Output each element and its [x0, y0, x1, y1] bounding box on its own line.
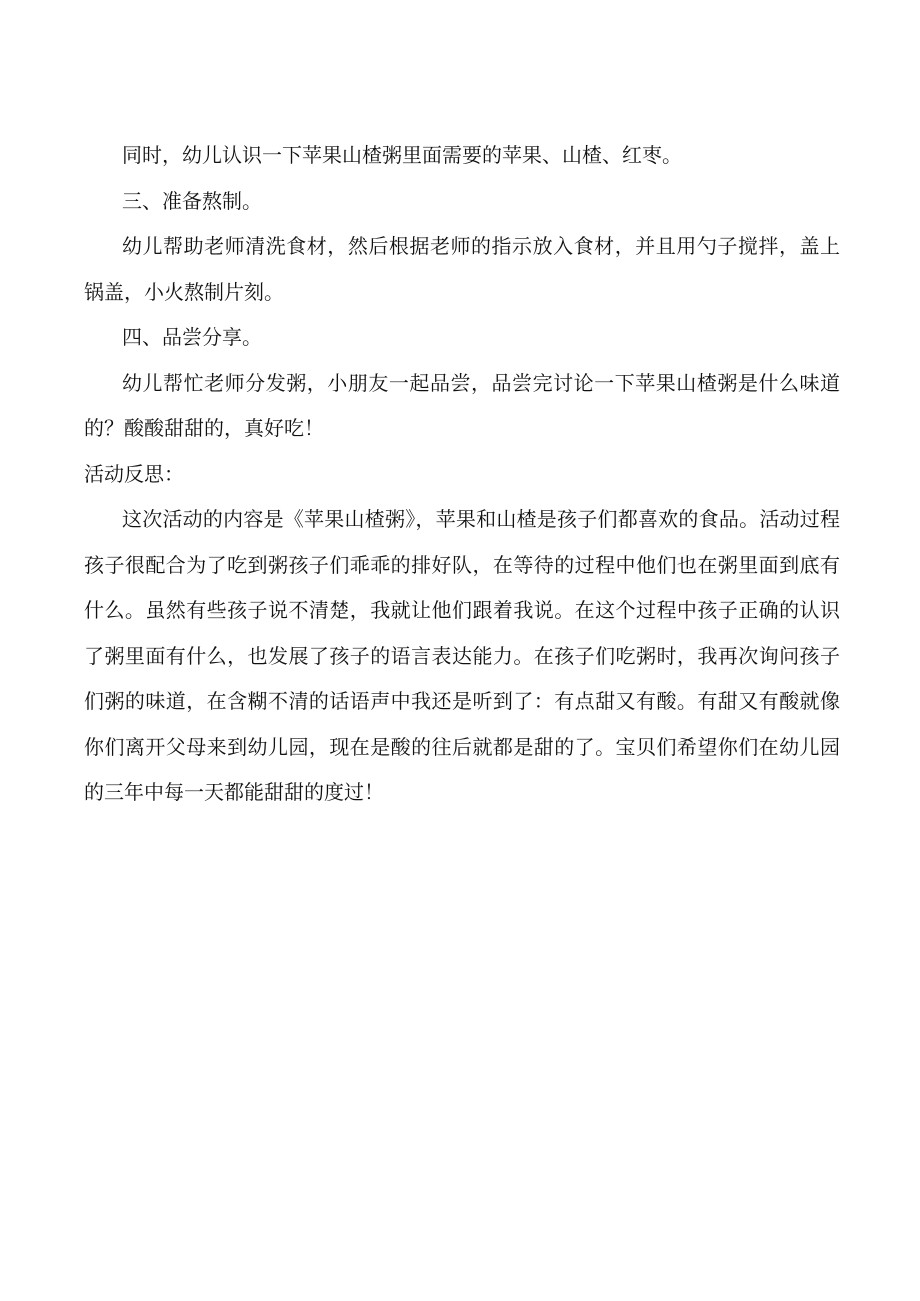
paragraph-reflection: 这次活动的内容是《苹果山楂粥》，苹果和山楂是孩子们都喜欢的食品。活动过程孩子很配合为了吃到粥孩子们乖乖的排好队，在等待的过程中他们也在粥里面到底有什么。虽然有些孩子说不清楚，我就让他们跟着我说。在这个过程中孩子正确的认识了粥里面有什么，也发展了孩子的语言表达能力。在孩子们吃粥时，我再次询问孩子们粥的味道，在含糊不清的话语声中我还是听到了：有点甜又有酸。有甜又有酸就像你们离开父母来到幼儿园，现在是酸的往后就都是甜的了。宝贝们希望你们在幼儿园的三年中每一天都能甜甜的度过！	[84, 507, 840, 804]
paragraph-ingredients: 同时，幼儿认识一下苹果山楂粥里面需要的苹果、山楂、红枣。	[122, 143, 682, 167]
paragraph-tasting: 幼儿帮忙老师分发粥，小朋友一起品尝，品尝完讨论一下苹果山楂粥是什么味道的？酸酸甜甜的，真好吃！	[84, 370, 840, 440]
paragraph-cooking: 幼儿帮助老师清洗食材，然后根据老师的指示放入食材，并且用勺子搅拌，盖上锅盖，小火熬制片刻。	[84, 234, 840, 304]
section-heading-tasting: 四、品尝分享。	[122, 325, 262, 349]
section-heading-reflection: 活动反思：	[84, 461, 184, 486]
section-heading-cooking: 三、准备熬制。	[122, 188, 262, 213]
document-body	[84, 133, 840, 816]
